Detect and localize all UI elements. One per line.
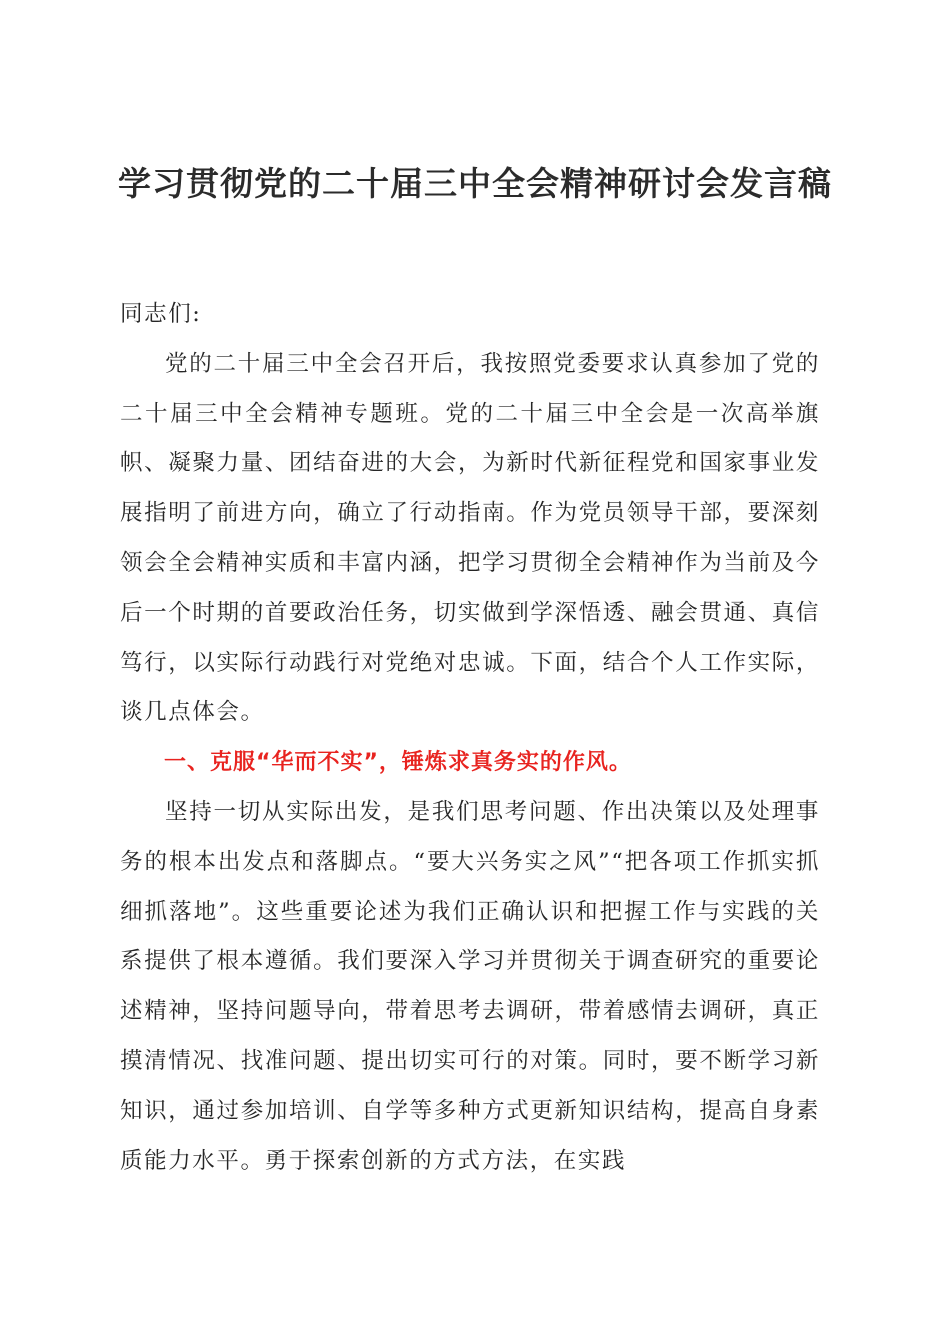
- document-title: 学习贯彻党的二十届三中全会精神研讨会发言稿: [118, 164, 832, 203]
- section-heading: 一、克服“华而不实”，锤炼求真务实的作风。: [164, 750, 632, 776]
- section-paragraph: 坚持一切从实际出发，是我们思考问题、作出决策以及处理事务的根本出发点和落脚点。“要大兴务实之风”“把各项工作抓实抓细抓落地”。这些重要论述为我们正确认识和把握工作与实践的关系提供了根本遵循。我们要深入学习并贯彻关于调查研究的重要论述精神，坚持问题导向，带着思考去调研，带着感情去调研，真正摸清情况、找准问题、提出切实可行的对策。同时，要不断学习新知识，通过参加培训、自学等多种方式更新知识结构，提高自身素质能力水平。勇于探索创新的方式方法，在实践: [120, 798, 820, 1174]
- intro-paragraph: 党的二十届三中全会召开后，我按照党委要求认真参加了党的二十届三中全会精神专题班。党的二十届三中全会是一次高举旗帜、凝聚力量、团结奋进的大会，为新时代新征程党和国家事业发展指明了前进方向，确立了行动指南。作为党员领导干部，要深刻领会全会精神实质和丰富内涵，把学习贯彻全会精神作为当前及今后一个时期的首要政治任务，切实做到学深悟透、融会贯通、真信笃行，以实际行动践行对党绝对忠诚。下面，结合个人工作实际，谈几点体会。: [120, 350, 820, 726]
- document-body: [120, 290, 820, 1186]
- salutation: 同志们:: [120, 301, 202, 327]
